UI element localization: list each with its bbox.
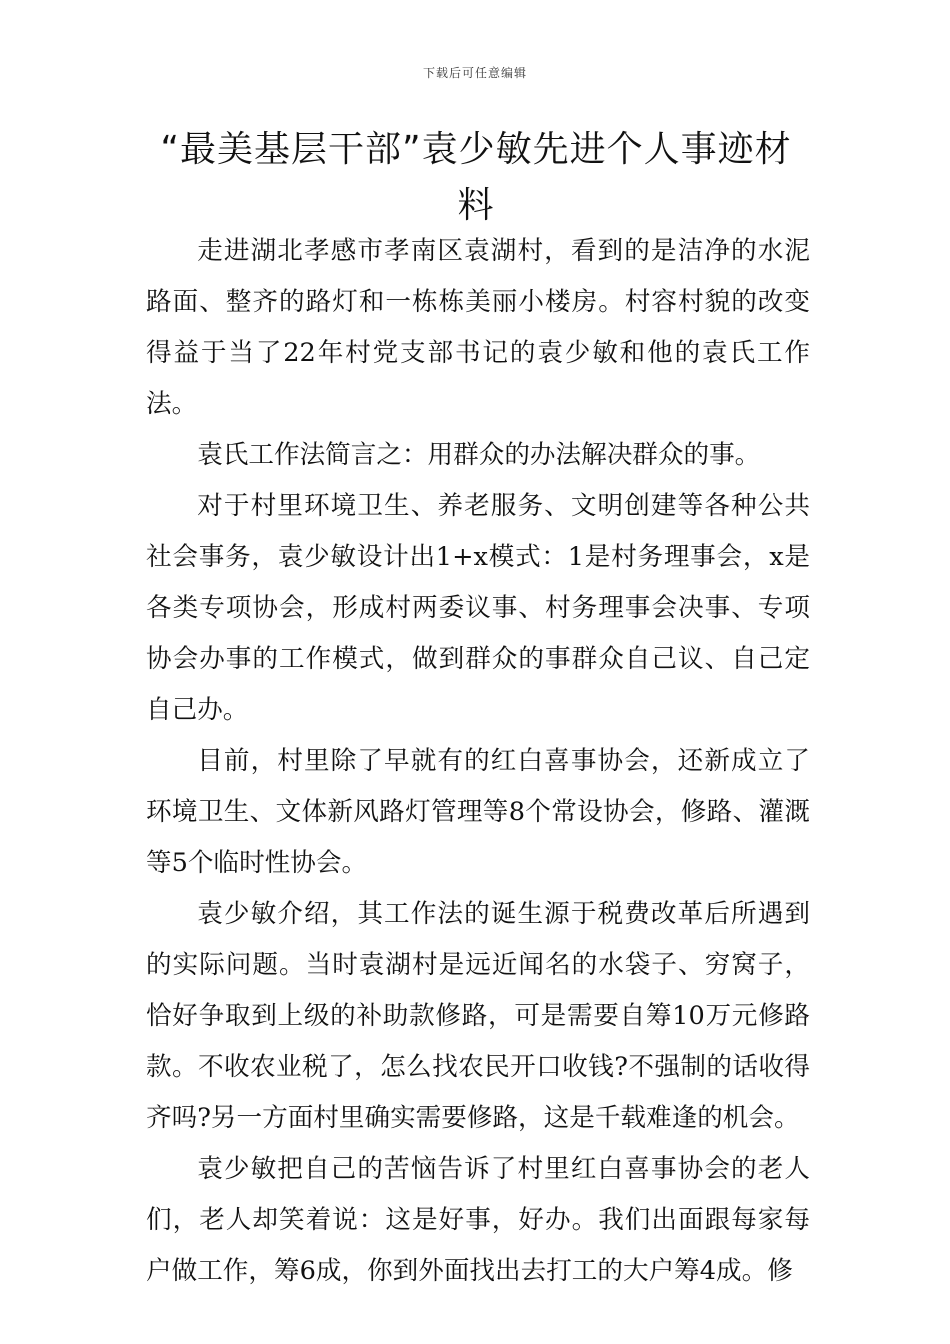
paragraph: 对于村里环境卫生、养老服务、文明创建等各种公共社会事务，袁少敏设计出1+x模式：1是村务理事会，x是各类专项协会，形成村两委议事、村务理事会决事、专项协会办事的工作模式，做到群众的事群众自己议、自己定自己办。 [146, 491, 810, 725]
paragraph: 袁少敏把自己的苦恼告诉了村里红白喜事协会的老人们，老人却笑着说：这是好事，好办。我们出面跟每家每户做工作，筹6成，你到外面找出去打工的大户筹4成。修 [146, 1154, 810, 1286]
page-header-note: 下载后可任意编辑 [422, 66, 527, 80]
document-body [146, 226, 810, 1297]
paragraph: 袁氏工作法简言之：用群众的办法解决群众的事。 [197, 440, 761, 470]
document-title: “最美基层干部”袁少敏先进个人事迹材料 [160, 129, 792, 226]
paragraph: 袁少敏介绍，其工作法的诞生源于税费改革后所遇到的实际问题。当时袁湖村是远近闻名的水袋子、穷窝子，恰好争取到上级的补助款修路，可是需要自筹10万元修路款。不收农业税了，怎么找农民开口收钱?不强制的话收得齐吗?另一方面村里确实需要修路，这是千载难逢的机会。 [146, 899, 810, 1133]
paragraph: 走进湖北孝感市孝南区袁湖村，看到的是洁净的水泥路面、整齐的路灯和一栋栋美丽小楼房。村容村貌的改变得益于当了22年村党支部书记的袁少敏和他的袁氏工作法。 [146, 236, 810, 419]
paragraph: 目前，村里除了早就有的红白喜事协会，还新成立了环境卫生、文体新风路灯管理等8个常设协会，修路、灌溉等5个临时性协会。 [146, 746, 810, 878]
